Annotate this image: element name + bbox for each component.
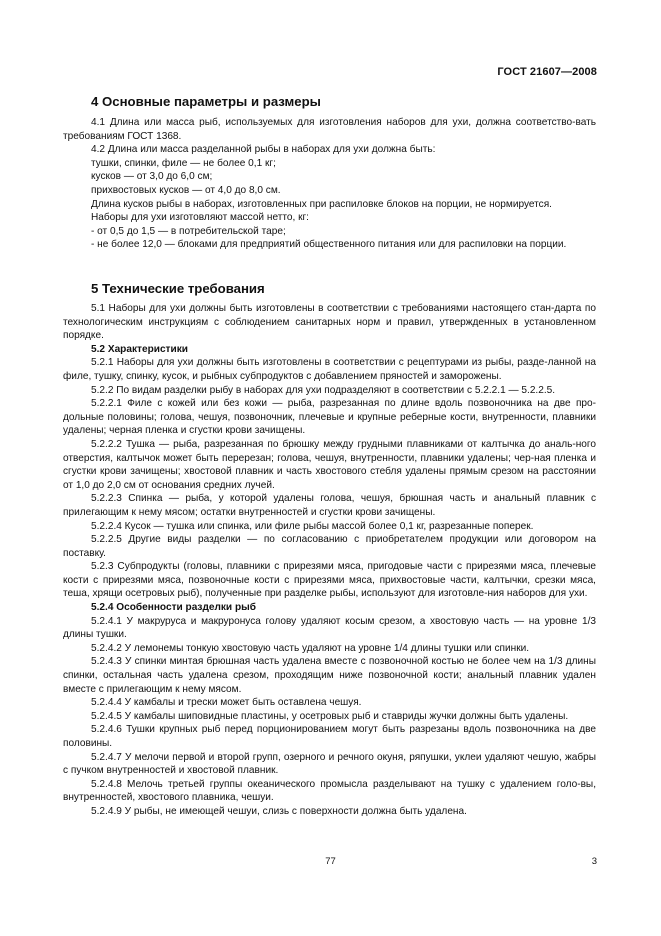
paragraph: Длина кусков рыбы в наборах, изготовленных при распиловке блоков на порции, не нормируется. xyxy=(91,198,552,210)
clause-5-2-2: 5.2.2 По видам разделки рыбу в наборах для ухи подразделяют в соответствии с 5.2.2.1 — 5.2.2.5. xyxy=(91,384,556,396)
paragraph: Наборы для ухи изготовляют массой нетто, кг: xyxy=(91,212,309,224)
section-5 xyxy=(63,281,596,297)
section-4-title: 4 Основные параметры и размеры xyxy=(91,94,321,109)
clause-4-2: 4.2 Длина или масса разделанной рыбы в наборах для ухи должна быть: xyxy=(91,144,436,156)
clause-5-2-3: 5.2.3 Субпродукты (головы, плавники с прирезями мяса, пригодовые части с прирезями мяса, плечевые кости с прирезями мяса, позвоночные кости с прирезями мяса, прихвостовые части, калтычки, срезки мяса, теша, хрящи осетровых рыб), полученные при разделке рыбы, используют для изготовле-ния наборов для ухи. xyxy=(63,561,596,600)
clause-5-2-4-9: 5.2.4.9 У рыбы, не имеющей чешуи, слизь с поверхности должна быть удалена. xyxy=(91,805,467,817)
clause-4-1: 4.1 Длина или масса рыб, используемых для изготовления наборов для ухи, должна соответство-вать требованиям ГОСТ 1368. xyxy=(63,117,596,142)
subsection-heading: 5.2 Характеристики xyxy=(91,343,188,355)
list-item: - от 0,5 до 1,5 — в потребительской таре; xyxy=(91,225,286,237)
clause-5-2-4-8: 5.2.4.8 Мелочь третьей группы океанического промысла разделывают на тушку с удалением голо-вы, внутренностей, хвостового плавника, чешуи. xyxy=(63,778,596,804)
section-5-title: 5 Технические требования xyxy=(91,281,265,296)
clause-5-2-4-1: 5.2.4.1 У макруруса и макруронуса голову удаляют косым срезом, а хвостовую часть — на уровне 1/3 длины тушки. xyxy=(63,615,596,641)
list-item: - не более 12,0 — блоками для предприятий общественного питания или для распиловки на порции. xyxy=(91,239,567,251)
clause-5-2-4-4: 5.2.4.4 У камбалы и трески может быть оставлена чешуя. xyxy=(91,697,362,709)
section-5-body xyxy=(63,302,596,819)
list-item: тушки, спинки, филе — не более 0,1 кг; xyxy=(91,157,276,169)
clause-5-2-2-2: 5.2.2.2 Тушка — рыба, разрезанная по брюшку между грудными плавниками от калтычка до аналь-ного отверстия, калтычок может быть перерезан; голова, чешуя, внутренности, плавники удалены; чер-ная пленка и сгустки крови зачищены; хвостовой плавник и часть хвостового стебля удалены прямым срезом на расстоянии от 1,0 до 2,0 см от основания средних лучей. xyxy=(63,438,596,491)
standard-code: ГОСТ 21607—2008 xyxy=(497,66,597,78)
clause-5-2-2-3: 5.2.2.3 Спинка — рыба, у которой удалены голова, чешуя, брюшная часть и анальный плавник с прилегающим к нему мясом; остатки внутренностей и сгустки крови зачищены. xyxy=(63,493,596,518)
clause-5-2-1: 5.2.1 Наборы для ухи должны быть изготовлены в соответствии с рецептурами из рыбы, разде-ланной на филе, тушку, спинку, кусок, и рыбных субпродуктов с добавлением пряностей и заморожены. xyxy=(63,357,596,382)
clause-5-2-4-5: 5.2.4.5 У камбалы шиповидные пластины, у осетровых рыб и ставриды жучки должны быть удалены. xyxy=(91,710,569,722)
subsection-heading: 5.2.4 Особенности разделки рыб xyxy=(91,602,256,614)
list-item: прихвостовых кусков — от 4,0 до 8,0 см. xyxy=(91,184,281,196)
clause-5-2-4-2: 5.2.4.2 У лемонемы тонкую хвостовую часть удаляют на уровне 1/4 длины тушки или спинки. xyxy=(91,642,530,654)
clause-5-2-4-7: 5.2.4.7 У мелочи первой и второй групп, озерного и речного окуня, ряпушки, уклеи удаляют чешую, жабры с пучком внутренностей и хвостовой плавник. xyxy=(63,751,596,777)
page-number-right: 3 xyxy=(591,856,597,867)
list-item: кусков — от 3,0 до 6,0 см; xyxy=(91,171,213,183)
clause-5-2-2-5: 5.2.2.5 Другие виды разделки — по согласованию с приобретателем продукции или договором на поставку. xyxy=(63,534,596,559)
clause-5-2-4-3: 5.2.4.3 У спинки минтая брюшная часть удалена вместе с позвоночной костью не более чем на 1/3 длины спинки, остальная часть удалена срезом, проходящим ниже позвоночной кости; анальный плавник удален вместе с прилегающим к нему мясом. xyxy=(63,656,596,695)
clause-5-2-4-6: 5.2.4.6 Тушки крупных рыб перед порционированием могут быть разрезаны вдоль позвоночника на две половины. xyxy=(63,724,596,749)
clause-5-1: 5.1 Наборы для ухи должны быть изготовлены в соответствии с требованиями настоящего стан-дарта по технологическим инструкциям с соблюдением санитарных норм и правил, утвержденных в установленном порядке. xyxy=(63,303,596,342)
clause-5-2-2-1: 5.2.2.1 Филе с кожей или без кожи — рыба, разрезанная по длине вдоль позвоночника на две про-дольные половины; голова, чешуя, позвоночник, плечевые и крупные реберные кости, внутренности, плавники удалены; черная пленка и сгустки крови зачищены. xyxy=(63,398,596,437)
page-number-center: 77 xyxy=(325,856,336,867)
section-4-body xyxy=(63,116,596,252)
clause-5-2-2-4: 5.2.2.4 Кусок — тушка или спинка, или филе рыбы массой более 0,1 кг, разрезанные поперек. xyxy=(91,520,534,532)
section-4 xyxy=(63,94,596,110)
